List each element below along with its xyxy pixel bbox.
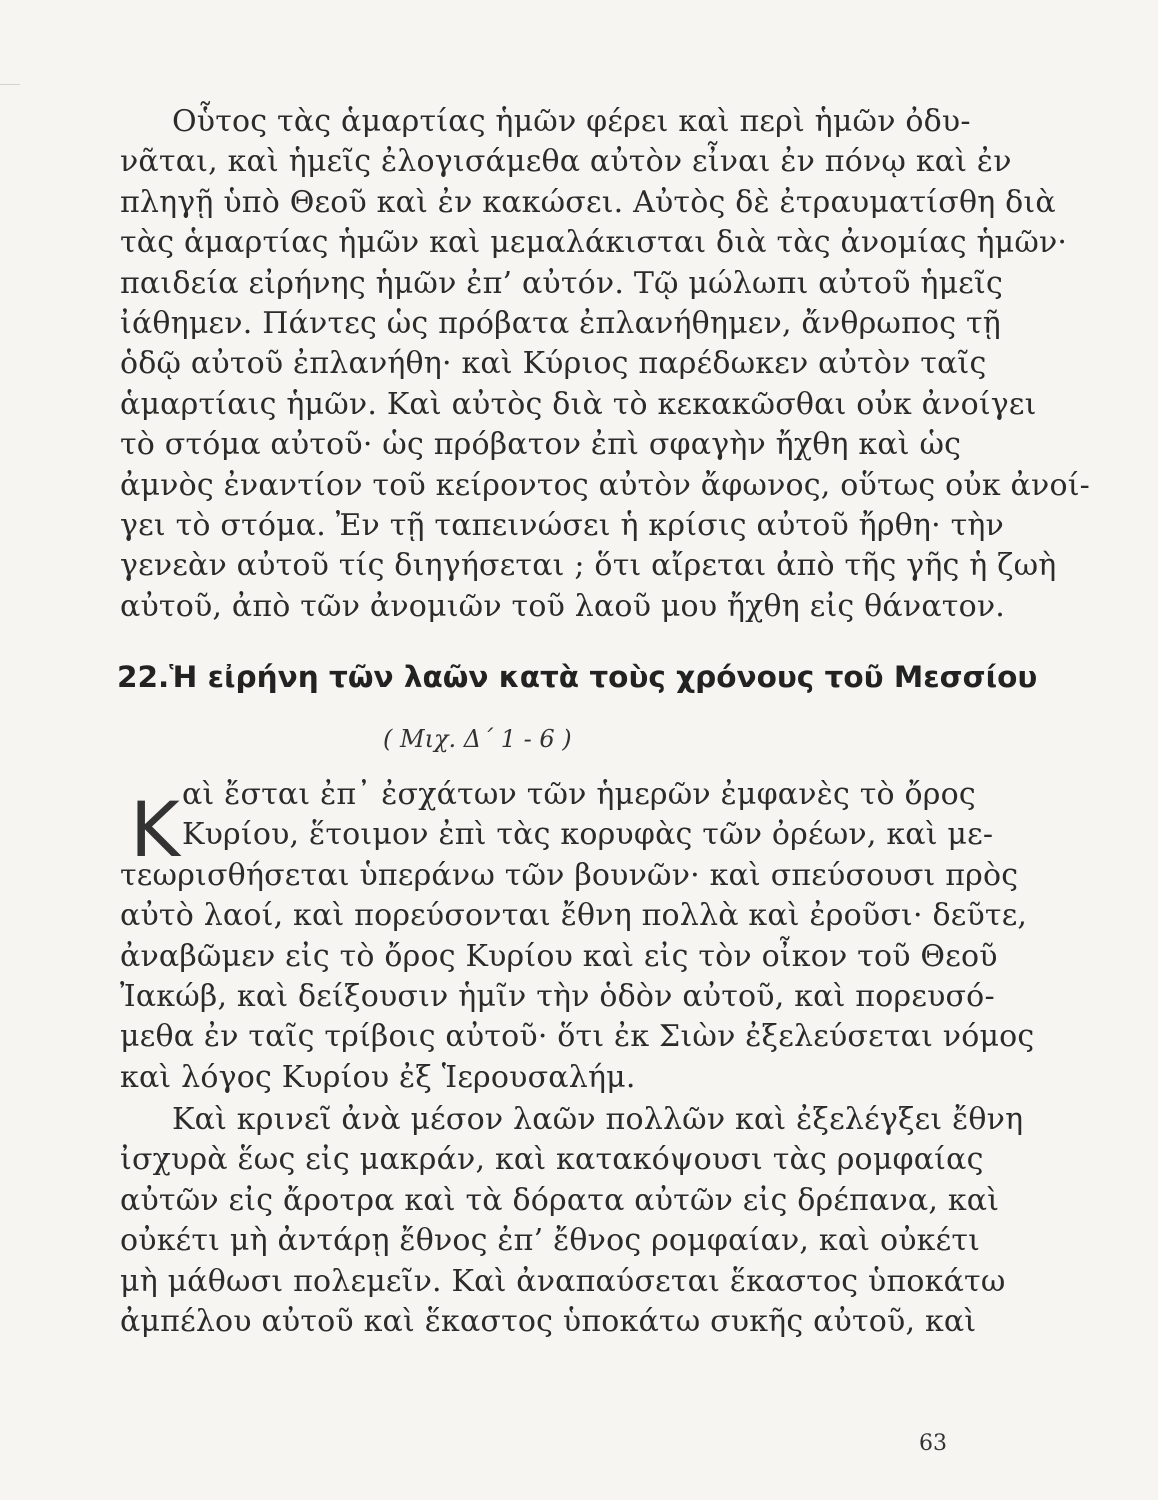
text-line: Οὗτος τὰς ἁμαρτίας ἡμῶν φέρει καὶ περὶ ἡμῶν ὀδυ- (172, 104, 971, 139)
text-line: μὴ μάθωσι πολεμεῖν. Καὶ ἀναπαύσεται ἕκαστος ὑποκάτω (120, 1263, 1006, 1299)
section-paragraph-1 (120, 775, 1035, 1098)
text-line: πληγῇ ὑπὸ Θεοῦ καὶ ἐν κακώσει. Αὐτὸς δὲ ἐτραυματίσθη διὰ (120, 184, 1056, 220)
text-line: αὐτὸ λαοί, καὶ πορεύσονται ἔθνη πολλὰ καὶ ἐροῦσι· δεῦτε, (120, 898, 1028, 934)
section-heading: 22.Ἡ εἰρήνη τῶν λαῶν κατὰ τοὺς χρόνους τοῦ Μεσσίου (117, 660, 1038, 694)
text-line: νᾶται, καὶ ἡμεῖς ἐλογισάμεθα αὐτὸν εἶναι ἐν πόνῳ καὶ ἐν (120, 144, 1012, 180)
text-line: οὐκέτι μὴ ἀντάρῃ ἔθνος ἐπ’ ἔθνος ρομφαίαν, καὶ οὐκέτι (120, 1223, 981, 1259)
text-line: ἀναβῶμεν εἰς τὸ ὄρος Κυρίου καὶ εἰς τὸν οἶκον τοῦ Θεοῦ (120, 938, 998, 974)
text-line: αὐτῶν εἰς ἄροτρα καὶ τὰ δόρατα αὐτῶν εἰς δρέπανα, καὶ (120, 1182, 1000, 1218)
text-line: τὰς ἁμαρτίας ἡμῶν καὶ μεμαλάκισται διὰ τὰς ἀνομίας ἡμῶν· (120, 225, 1068, 261)
text-line: Κυρίου, ἕτοιμον ἐπὶ τὰς κορυφὰς τῶν ὀρέων, καὶ με- (182, 817, 994, 853)
text-line: ἰσχυρὰ ἕως εἰς μακράν, καὶ κατακόψουσι τὰς ρομφαίας (120, 1142, 984, 1178)
text-line: μεθα ἐν ταῖς τρίβοις αὐτοῦ· ὅτι ἐκ Σιὼν ἐξελεύσεται νόμος (120, 1019, 1035, 1055)
text-line: ἰάθημεν. Πάντες ὡς πρόβατα ἐπλανήθημεν, ἄνθρωπος τῇ (120, 306, 1001, 342)
text-line: τεωρισθήσεται ὑπεράνω τῶν βουνῶν· καὶ σπεύσουσι πρὸς (120, 857, 1019, 893)
text-line: ἀμπέλου αὐτοῦ καὶ ἕκαστος ὑποκάτω συκῆς αὐτοῦ, καὶ (120, 1304, 977, 1340)
text-line: γενεὰν αὐτοῦ τίς διηγήσεται ; ὅτι αἴρεται ἀπὸ τῆς γῆς ἡ ζωὴ (120, 548, 1057, 584)
text-line: ἁμαρτίαις ἡμῶν. Καὶ αὐτὸς διὰ τὸ κεκακῶσθαι οὐκ ἀνοίγει (120, 386, 1037, 422)
text-line: καὶ λόγος Κυρίου ἐξ Ἱερουσαλήμ. (120, 1059, 636, 1095)
page-number: 63 (919, 1431, 947, 1456)
text-line: ἀμνὸς ἐναντίον τοῦ κείροντος αὐτὸν ἄφωνος, οὕτως οὐκ ἀνοί- (120, 467, 1091, 503)
text-line: Ἰακώβ, καὶ δείξουσιν ἡμῖν τὴν ὁδὸν αὐτοῦ, καὶ πορευσό- (120, 979, 995, 1015)
text-line: παιδεία εἰρήνης ἡμῶν ἐπ’ αὐτόν. Τῷ μώλωπι αὐτοῦ ἡμεῖς (120, 265, 1003, 301)
text-line: γει τὸ στόμα. Ἐν τῇ ταπεινώσει ἡ κρίσις αὐτοῦ ἤρθη· τὴν (120, 508, 1004, 544)
text-line: αὐτοῦ, ἀπὸ τῶν ἀνομιῶν τοῦ λαοῦ μου ἤχθη εἰς θάνατον. (120, 588, 1006, 624)
scripture-reference: ( Μιχ. Δ΄ 1 - 6 ) (383, 725, 572, 753)
section-paragraph-2 (120, 1100, 1024, 1342)
intro-paragraph (120, 102, 1091, 627)
drop-cap: Κ (130, 785, 180, 874)
text-line: αὶ ἔσται ἐπ᾽ ἐσχάτων τῶν ἡμερῶν ἐμφανὲς τὸ ὄρος (182, 777, 976, 812)
scan-edge-mark (0, 84, 20, 115)
text-line: Καὶ κρινεῖ ἀνὰ μέσον λαῶν πολλῶν καὶ ἐξελέγξει ἔθνη (172, 1102, 1024, 1137)
text-line: τὸ στόμα αὐτοῦ· ὡς πρόβατον ἐπὶ σφαγὴν ἤχθη καὶ ὡς (120, 427, 962, 463)
text-line: ὁδῷ αὐτοῦ ἐπλανήθη· καὶ Κύριος παρέδωκεν αὐτὸν ταῖς (120, 346, 987, 382)
